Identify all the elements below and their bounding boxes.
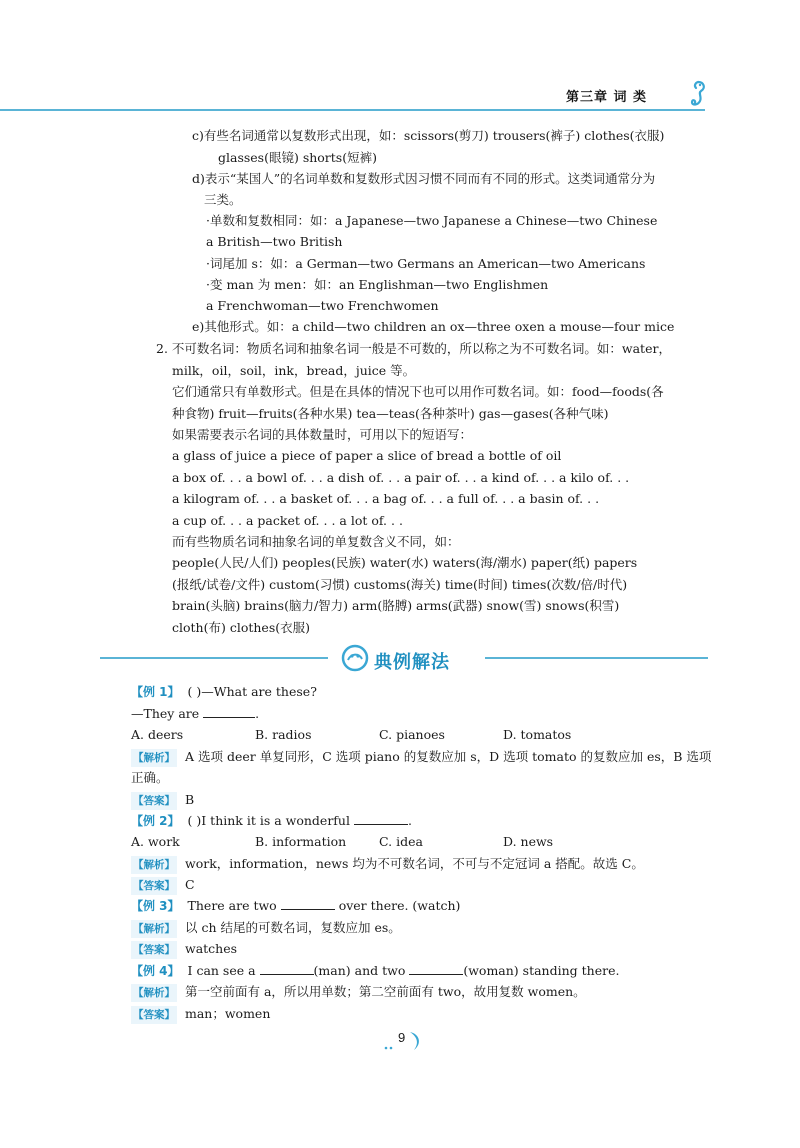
example-1-question: 【例 1】 ( )—What are these? [131, 684, 317, 699]
text-line: ·变 man 为 men：如：an Englishman—two Englishmen [206, 277, 549, 292]
text-line: 三类。 [204, 192, 242, 207]
analysis-tag: 【解析】 [131, 984, 177, 1002]
text-line: (报纸/试卷/文件) custom(习惯) customs(海关) time(时间) times(次数/倍/时代) [172, 577, 628, 592]
text-line: ·单数和复数相同：如：a Japanese—two Japanese a Chinese—two Chinese [206, 213, 658, 228]
section-title: 典例解法 [374, 652, 450, 673]
seahorse-icon [686, 80, 708, 110]
page-number: 9 [398, 1030, 406, 1045]
page-header [0, 0, 800, 120]
text-line: a cup of. . . a packet of. . . a lot of. . . [172, 513, 403, 528]
text-line: ·词尾加 s：如：a German—two Germans an American—two Americans [206, 256, 646, 271]
text-line: 如果需要表示名词的具体数量时，可用以下的短语写： [172, 427, 473, 442]
example-1-answer: 【答案】 B [131, 791, 194, 810]
section-rule-left [100, 657, 328, 659]
text-line: a Frenchwoman—two Frenchwomen [206, 298, 439, 313]
text-line: glasses(眼镜) shorts(短裤) [218, 150, 377, 165]
analysis-tag: 【解析】 [131, 749, 177, 767]
answer-tag: 【答案】 [131, 941, 177, 959]
header-rule [0, 109, 705, 111]
text-line: 2. 不可数名词：物质名词和抽象名词一般是不可数的，所以称之为不可数名词。如：water， [156, 341, 671, 356]
example-2-answer: 【答案】 C [131, 876, 195, 895]
text-line: 它们通常只有单数形式。但是在具体的情况下也可以用作可数名词。如：food—foods(各 [172, 384, 664, 399]
option-a: A. deers [131, 727, 184, 742]
text-line: a box of. . . a bowl of. . . a dish of. . . a pair of. . . a kind of. . . a kilo of. . . [172, 470, 630, 485]
example-4-question: 【例 4】 I can see a (man) and two (woman) standing there. [131, 963, 620, 978]
example-4-analysis: 【解析】 第一空前面有 a，所以用单数；第二空前面有 two，故用复数 women。 [131, 983, 586, 1002]
text-line: 种食物) fruit—fruits(各种水果) tea—teas(各种茶叶) gas—gases(各种气味) [172, 406, 609, 421]
text-line: d)表示“某国人”的名词单数和复数形式因习惯不同而有不同的形式。这类词通常分为 [192, 171, 656, 186]
example-tag: 【例 2】 [131, 814, 180, 828]
option-b: B. information [255, 834, 347, 849]
answer-blank [281, 897, 335, 910]
option-c: C. pianoes [379, 727, 445, 742]
example-3-analysis: 【解析】 以 ch 结尾的可数名词，复数应加 es。 [131, 919, 401, 938]
section-header [100, 644, 708, 674]
example-1-analysis: 【解析】 A 选项 deer 单复同形，C 选项 piano 的复数应加 s，D 选项 tomato 的复数应加 es，B 选项 [131, 748, 711, 767]
text-line: a glass of juice a piece of paper a slice of bread a bottle of oil [172, 448, 562, 463]
example-1-options [131, 726, 571, 744]
example-tag: 【例 4】 [131, 964, 180, 978]
example-1-analysis-cont: 正确。 [131, 770, 169, 785]
text-line: a kilogram of. . . a basket of. . . a bag of. . . a full of. . . a basin of. . . [172, 491, 600, 506]
example-2-options [131, 833, 553, 851]
text-line: milk，oil，soil，ink，bread，juice 等。 [172, 363, 416, 378]
answer-tag: 【答案】 [131, 792, 177, 810]
option-d: D. news [503, 834, 554, 849]
text-line: cloth(布) clothes(衣服) [172, 620, 310, 635]
text-line: e)其他形式。如：a child—two children an ox—three oxen a mouse—four mice [192, 319, 675, 334]
answer-tag: 【答案】 [131, 1006, 177, 1024]
example-tag: 【例 3】 [131, 899, 180, 913]
example-3-answer: 【答案】 watches [131, 940, 237, 959]
example-4-answer: 【答案】 man；women [131, 1005, 270, 1024]
text-line: 而有些物质名词和抽象名词的单复数含义不同，如： [172, 534, 460, 549]
example-3-question: 【例 3】 There are two over there. (watch) [131, 898, 461, 913]
example-2-analysis: 【解析】 work，information，news 均为不可数名词，不可与不定冠词 a 搭配。故选 C。 [131, 855, 644, 874]
option-b: B. radios [255, 727, 312, 742]
answer-blank [260, 962, 314, 975]
chapter-title: 第三章 词 类 [566, 90, 648, 105]
section-rule-right [485, 657, 708, 659]
answer-blank [409, 962, 463, 975]
option-a: A. work [131, 834, 180, 849]
text-line: people(人民/人们) peoples(民族) water(水) waters(海/潮水) paper(纸) papers [172, 555, 638, 570]
text-line: c)有些名词通常以复数形式出现，如：scissors(剪刀) trousers(裤子) clothes(衣服) [192, 128, 665, 143]
analysis-tag: 【解析】 [131, 920, 177, 938]
example-2-question: 【例 2】 ( )I think it is a wonderful . [131, 813, 412, 828]
answer-tag: 【答案】 [131, 877, 177, 895]
example-tag: 【例 1】 [131, 685, 180, 699]
answer-blank [354, 812, 408, 825]
answer-blank [203, 705, 255, 718]
text-line: brain(头脑) brains(脑力/智力) arm(胳膊) arms(武器) snow(雪) snows(积雪) [172, 598, 620, 613]
example-1-line2: —They are . [131, 706, 260, 721]
section-emblem-icon [340, 644, 370, 672]
text-line: a British—two British [206, 234, 343, 249]
option-d: D. tomatos [503, 727, 572, 742]
option-c: C. idea [379, 834, 423, 849]
analysis-tag: 【解析】 [131, 856, 177, 874]
